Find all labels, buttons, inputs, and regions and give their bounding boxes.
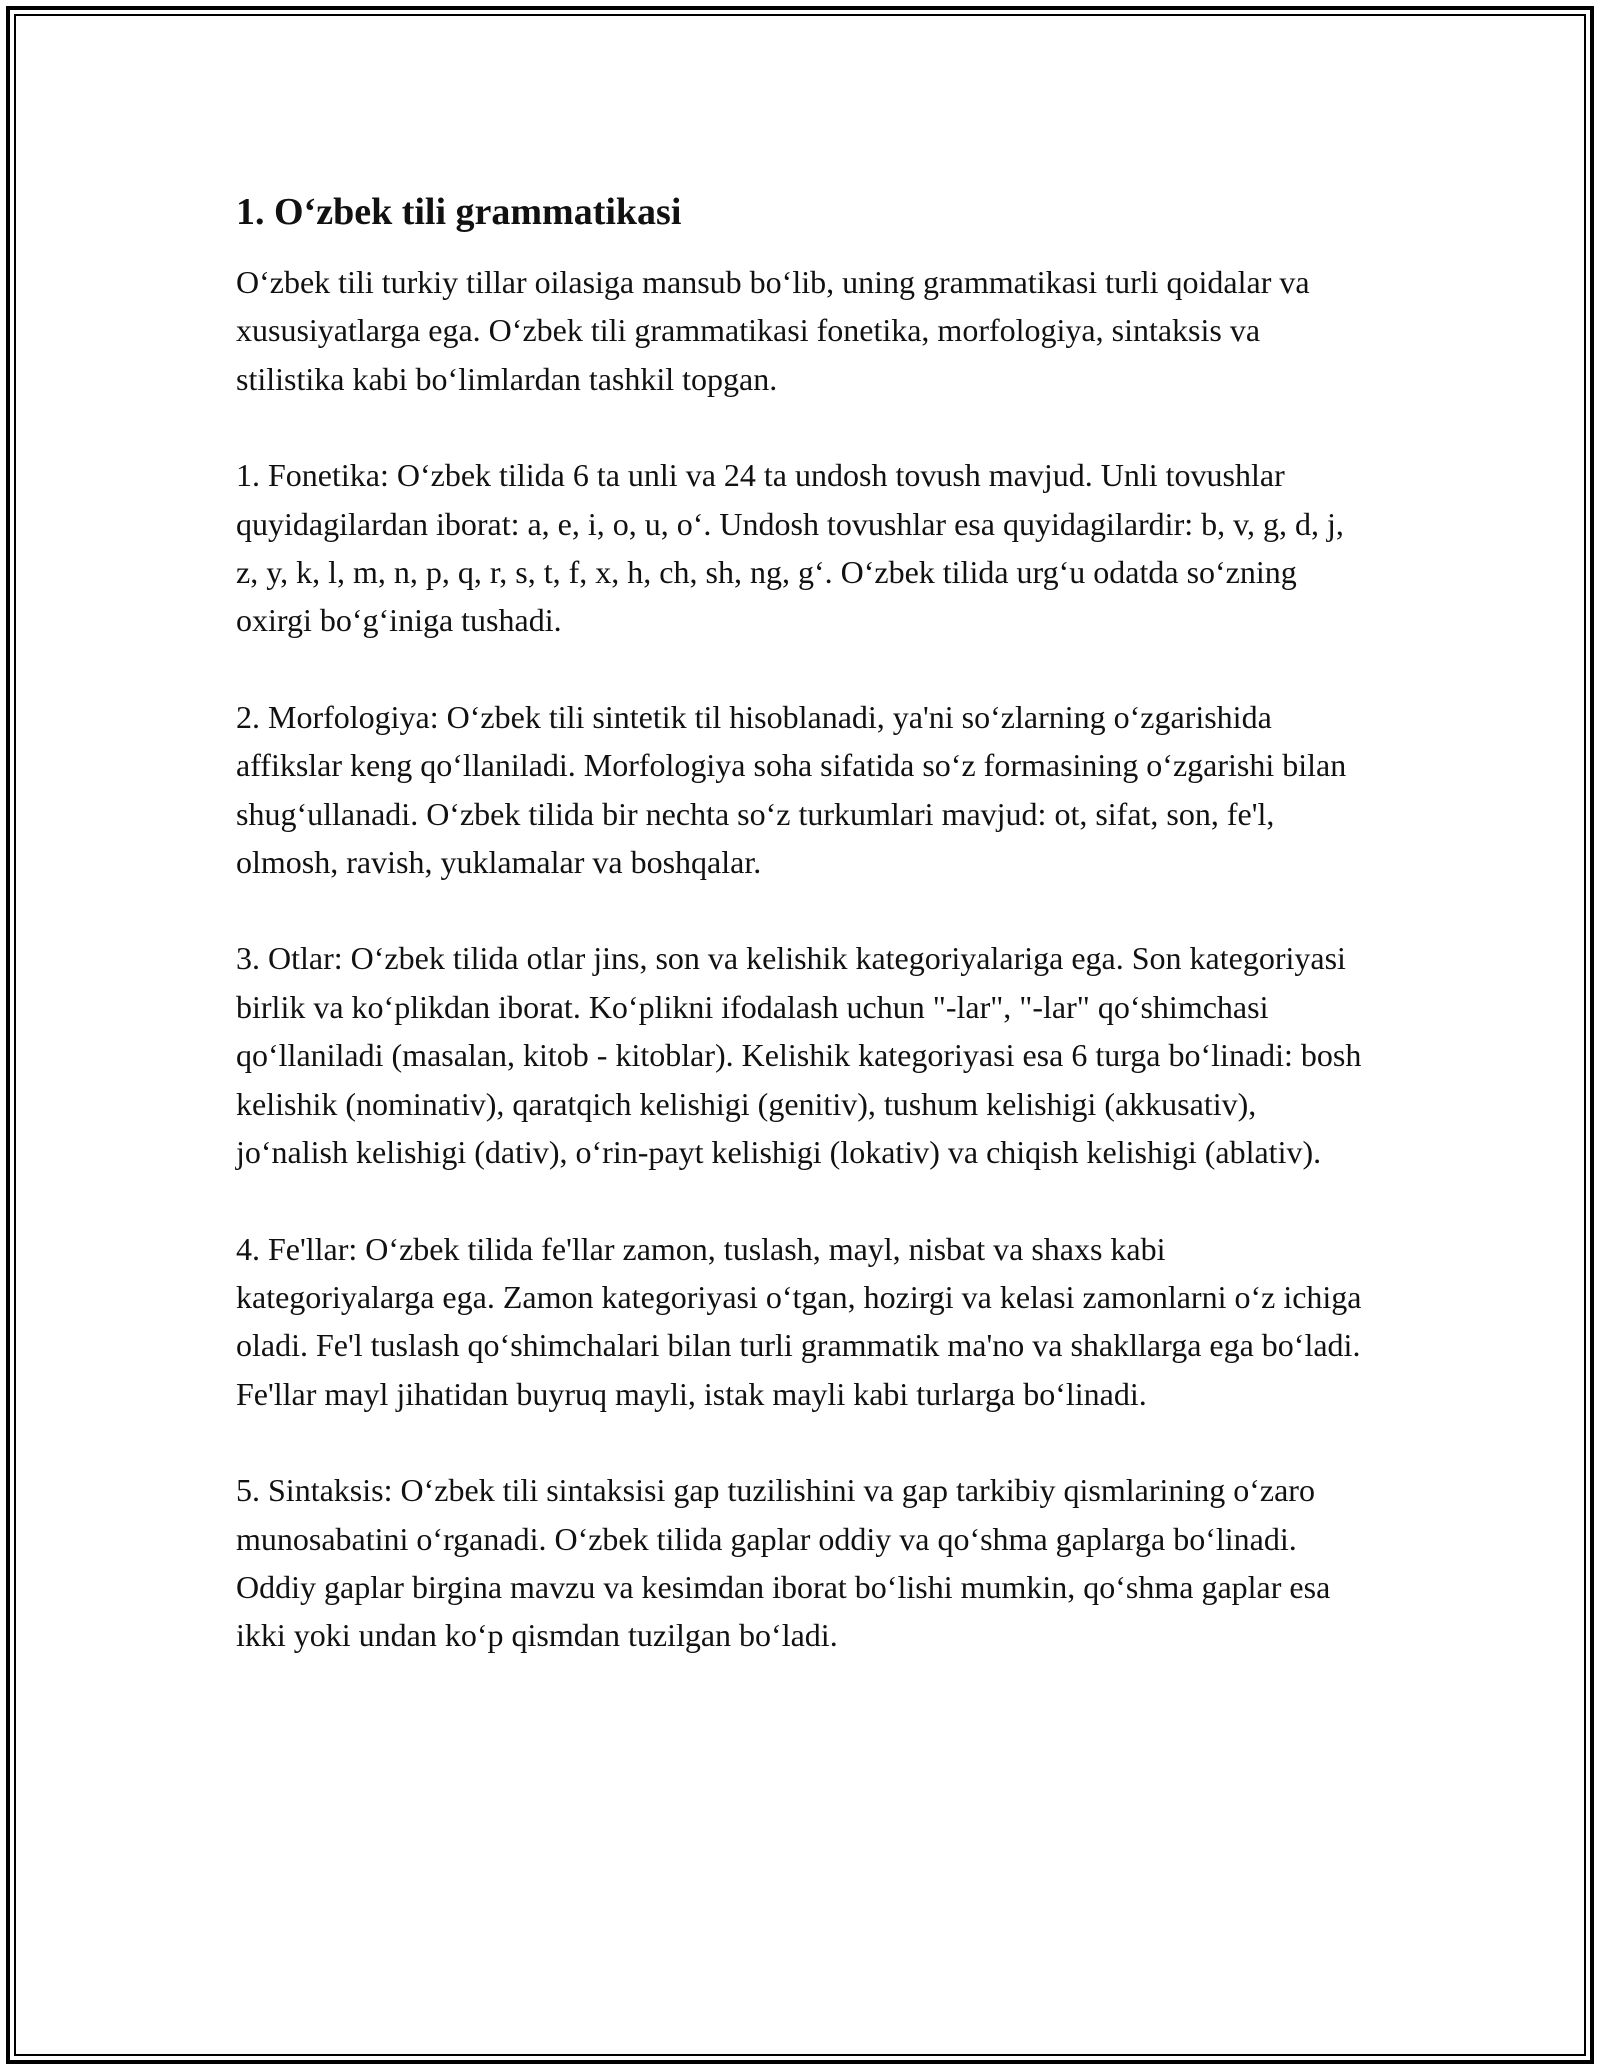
paragraph-fonetika: 1. Fonetika: O‘zbek tilida 6 ta unli va 24 ta undosh tovush mavjud. Unli tovushlar quyidagilardan iborat: a, e, i, o, u, o‘. Undosh tovushlar esa quyidagilardir: b, v, g, d, j, z, y, k, l, m, n, p, q, r, s, t, f, x, h, ch, sh, ng, g‘. O‘zbek tilida urg‘u odatda so‘zning oxirgi bo‘g‘iniga tushadi. [236,457,1344,639]
document-body [236,188,1366,1708]
paragraph-morfologiya: 2. Morfologiya: O‘zbek tili sintetik til hisoblanadi, ya'ni so‘zlarning o‘zgarishida affikslar keng qo‘llaniladi. Morfologiya soha sifatida so‘z formasining o‘zgarishi bilan shug‘ullanadi. O‘zbek tilida bir nechta so‘z turkumlari mavjud: ot, sifat, son, fe'l, olmosh, ravish, yuklamalar va boshqalar. [236,698,1347,881]
paragraph-intro: O‘zbek tili turkiy tillar oilasiga mansub bo‘lib, uning grammatikasi turli qoidalar va xususiyatlarga ega. O‘zbek tili grammatikasi fonetika, morfologiya, sintaksis va stilistika kabi bo‘limlardan tashkil topgan. [236,264,1310,397]
paragraph-fellar: 4. Fe'llar: O‘zbek tilida fe'llar zamon, tuslash, mayl, nisbat va shaxs kabi kategoriyalarga ega. Zamon kategoriyasi o‘tgan, hozirgi va kelasi zamonlarni o‘z ichiga oladi. Fe'l tuslash qo‘shimchalari bilan turli grammatik ma'no va shakllarga ega bo‘ladi. Fe'llar mayl jihatidan buyruq mayli, istak mayli kabi turlarga bo‘linadi. [236,1230,1362,1412]
paragraph-otlar: 3. Otlar: O‘zbek tilida otlar jins, son va kelishik kategoriyalariga ega. Son kategoriyasi birlik va ko‘plikdan iborat. Ko‘plikni ifodalash uchun "-lar", "-lar" qo‘shimchasi qo‘llaniladi (masalan, kitob - kitoblar). Kelishik kategoriyasi esa 6 turga bo‘linadi: bosh kelishik (nominativ), qaratqich kelishigi (genitiv), tushum kelishigi (akkusativ), jo‘nalish kelishigi (dativ), o‘rin-payt kelishigi (lokativ) va chiqish kelishigi (ablativ). [236,940,1362,1171]
paragraph-sintaksis: 5. Sintaksis: O‘zbek tili sintaksisi gap tuzilishini va gap tarkibiy qismlarining o‘zaro munosabatini o‘rganadi. O‘zbek tilida gaplar oddiy va qo‘shma gaplarga bo‘linadi. Oddiy gaplar birgina mavzu va kesimdan iborat bo‘lishi mumkin, qo‘shma gaplar esa ikki yoki undan ko‘p qismdan tuzilgan bo‘ladi. [236,1472,1331,1654]
document-title: 1. O‘zbek tili grammatikasi [236,191,682,233]
